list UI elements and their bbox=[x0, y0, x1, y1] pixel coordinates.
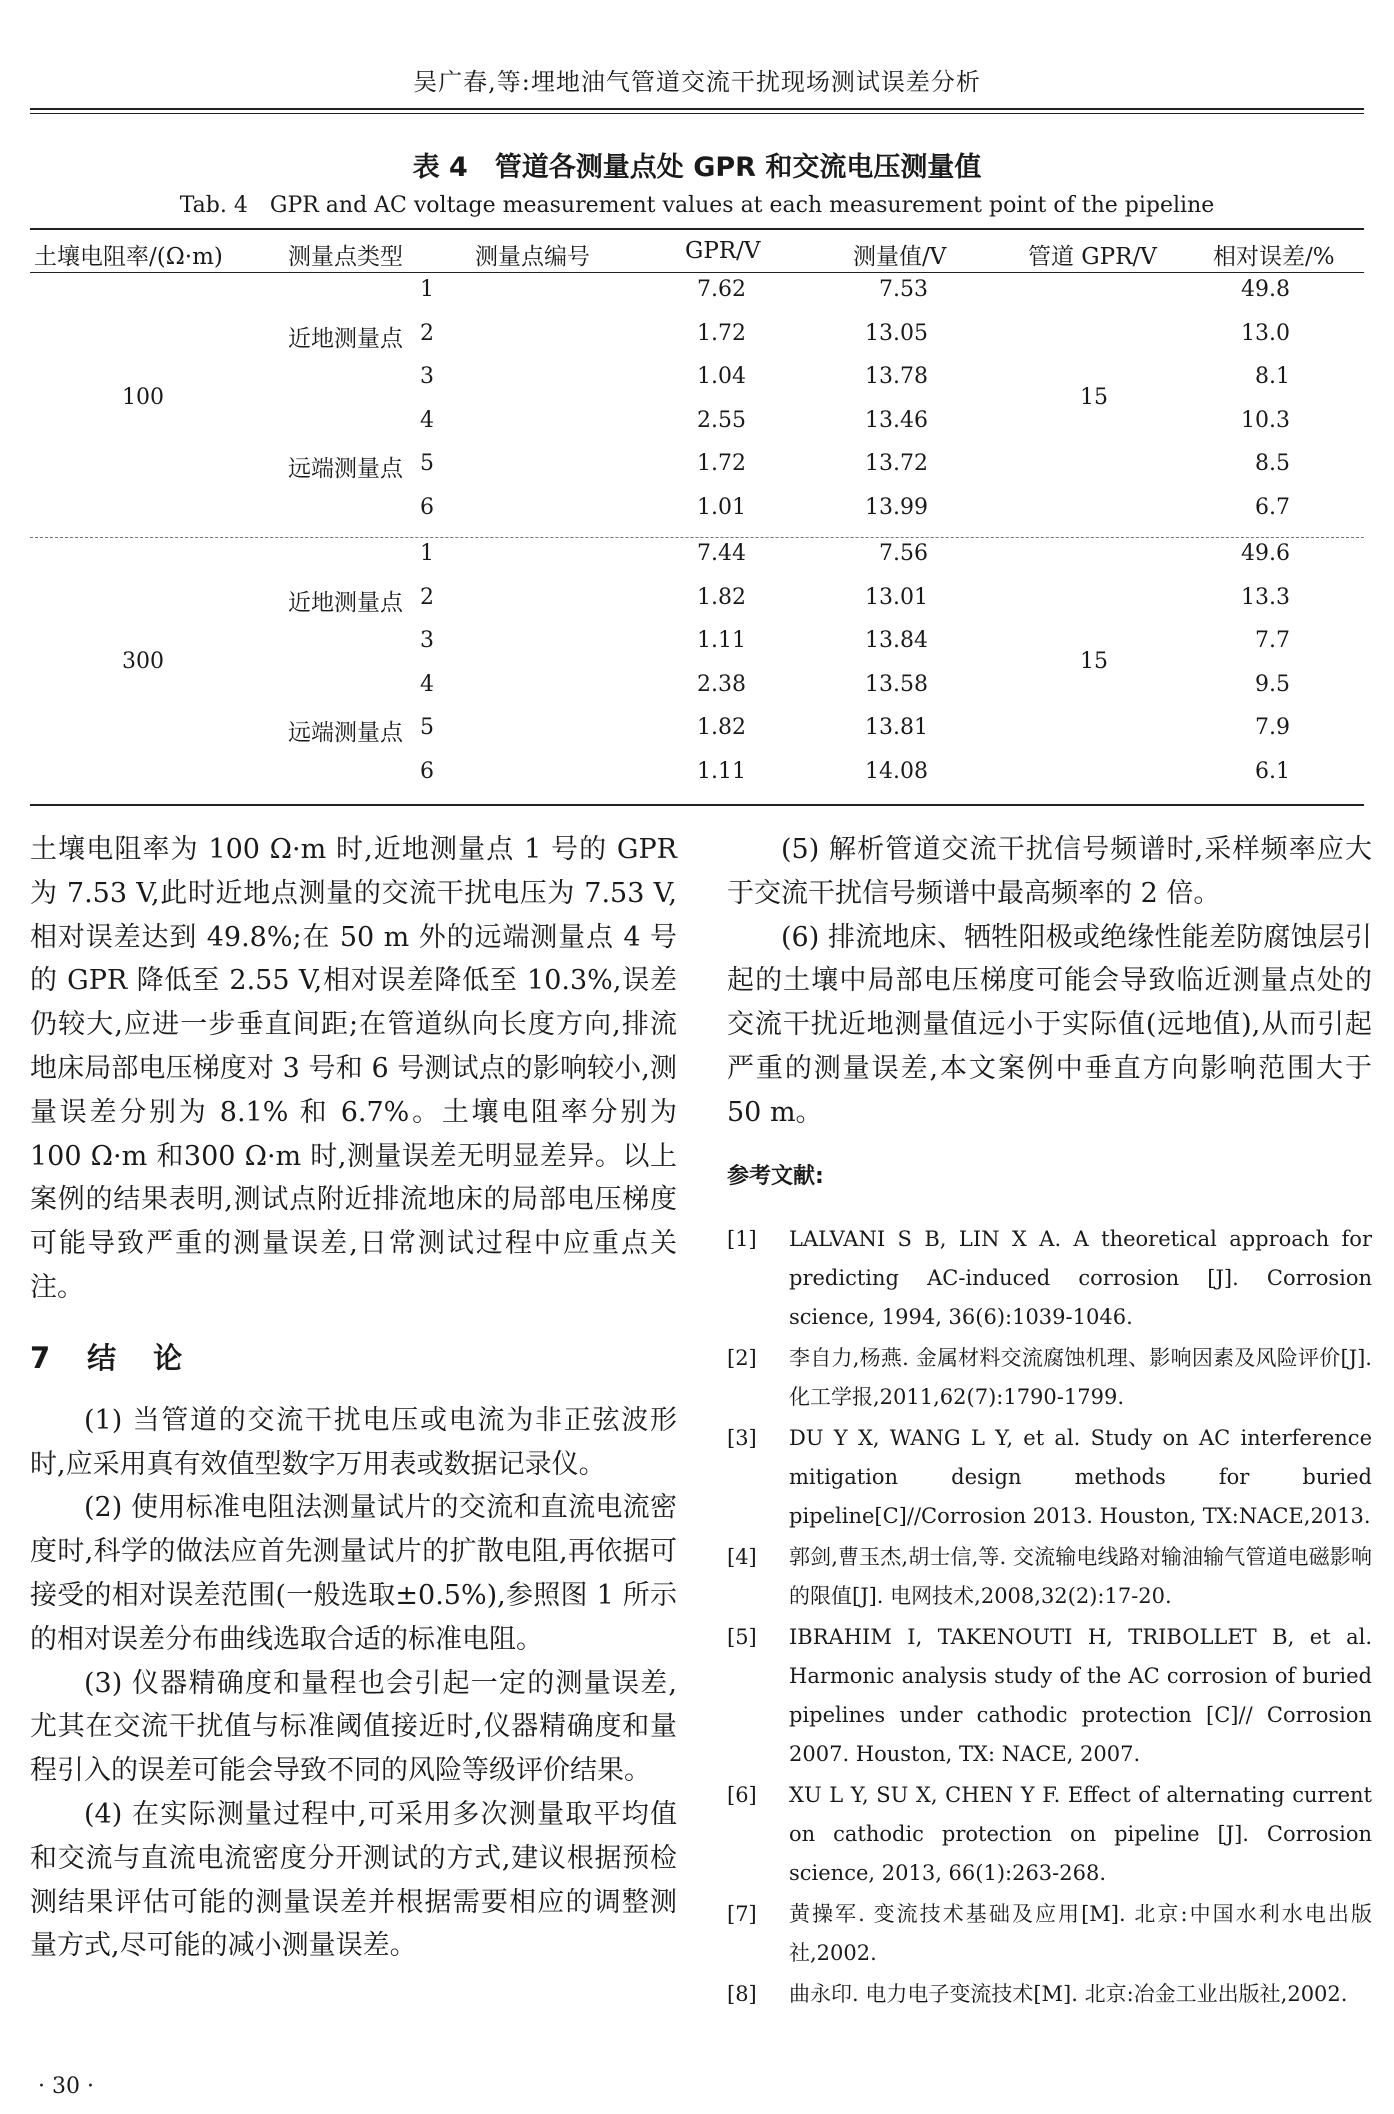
cell-gpr: 7.62 bbox=[697, 277, 746, 302]
reference-text: 郭剑,曹玉杰,胡士信,等. 交流输电线路对输油输气管道电磁影响的限值[J]. 电网技术,2008,32(2):17-20. bbox=[789, 1544, 1372, 1608]
conclusion-2: (2) 使用标准电阻法测量试片的交流和直流电流密度时,科学的做法应首先测量试片的扩散电阻,再依据可接受的相对误差范围(一般选取±0.5%),参照图 1 所示的相对误差分布曲线选取合适的标准电阻。 bbox=[30, 1492, 677, 1655]
cell-measured: 13.78 bbox=[865, 364, 928, 390]
cell-pipe-gpr: 15 bbox=[1080, 649, 1108, 674]
cell-gpr: 1.72 bbox=[697, 320, 746, 346]
reference-number: [5] bbox=[727, 1624, 757, 1649]
cell-measured: 13.46 bbox=[865, 407, 928, 433]
reference-text: 黄操军. 变流技术基础及应用[M]. 北京:中国水利水电出版社,2002. bbox=[789, 1901, 1372, 1965]
reference-item bbox=[727, 1419, 1372, 1536]
cell-relative-error: 49.8 bbox=[1241, 277, 1290, 302]
cell-measured: 13.72 bbox=[865, 451, 928, 477]
cell-gpr: 1.04 bbox=[697, 364, 746, 390]
cell-point-number: 3 bbox=[420, 628, 434, 654]
table-header-row bbox=[30, 234, 1364, 270]
cell-point-type-near: 近地测量点 bbox=[288, 325, 403, 352]
table-group-divider bbox=[30, 537, 1364, 538]
header-measured: 测量值/V bbox=[853, 244, 947, 270]
cell-relative-error: 13.3 bbox=[1241, 584, 1290, 610]
cell-point-number: 6 bbox=[420, 759, 434, 784]
cell-relative-error: 9.5 bbox=[1255, 671, 1290, 697]
cell-point-number: 6 bbox=[420, 495, 434, 520]
cell-resistivity: 100 bbox=[122, 385, 164, 410]
cell-relative-error: 6.1 bbox=[1255, 759, 1290, 784]
reference-item bbox=[727, 1776, 1372, 1893]
cell-measured: 13.99 bbox=[865, 495, 928, 520]
table-top-rule bbox=[30, 228, 1364, 230]
cell-gpr: 7.44 bbox=[697, 541, 746, 566]
reference-text: XU L Y, SU X, CHEN Y F. Effect of alternating current on cathodic protection on pipeline [J]. Corrosion science, 2013, 66(1):263-268. bbox=[789, 1782, 1372, 1885]
header-gpr: GPR/V bbox=[685, 238, 761, 264]
cell-measured: 13.01 bbox=[865, 584, 928, 610]
conclusion-3: (3) 仪器精确度和量程也会引起一定的测量误差,尤其在交流干扰值与标准阈值接近时,仪器精确度和量程引入的误差可能会导致不同的风险等级评价结果。 bbox=[30, 1667, 677, 1787]
header-rule-secondary bbox=[30, 113, 1364, 114]
header-point-number: 测量点编号 bbox=[475, 244, 590, 270]
cell-point-number: 1 bbox=[420, 541, 434, 566]
cell-gpr: 2.38 bbox=[697, 671, 746, 697]
references-title: 参考文献: bbox=[727, 1163, 824, 1189]
conclusion-6: (6) 排流地床、牺牲阳极或绝缘性能差防腐蚀层引起的土壤中局部电压梯度可能会导致临近测量点处的交流干扰近地测量值远小于实际值(远地值),从而引起严重的测量误差,本文案例中垂直方向影响范围大于 50 m。 bbox=[727, 921, 1372, 1128]
header-rule bbox=[30, 108, 1364, 110]
conclusion-4: (4) 在实际测量过程中,可采用多次测量取平均值和交流与直流电流密度分开测试的方式,建议根据预检测结果评估可能的测量误差并根据需要相应的调整测量方式,尽可能的减小测量误差。 bbox=[30, 1798, 677, 1962]
reference-item bbox=[727, 1975, 1372, 2014]
reference-number: [6] bbox=[727, 1782, 757, 1807]
reference-number: [7] bbox=[727, 1901, 757, 1926]
cell-point-type-near: 近地测量点 bbox=[288, 589, 403, 616]
cell-relative-error: 13.0 bbox=[1241, 320, 1290, 346]
cell-measured: 13.84 bbox=[865, 628, 928, 654]
header-resistivity: 土壤电阻率/(Ω·m) bbox=[34, 244, 223, 270]
reference-item bbox=[727, 1538, 1372, 1616]
header-point-type: 测量点类型 bbox=[288, 244, 403, 270]
cell-gpr: 1.11 bbox=[697, 759, 746, 784]
reference-number: [1] bbox=[727, 1226, 757, 1251]
cell-relative-error: 7.9 bbox=[1255, 715, 1290, 741]
cell-point-type-far: 远端测量点 bbox=[288, 720, 403, 747]
reference-text: 李自力,杨燕. 金属材料交流腐蚀机理、影响因素及风险评价[J]. 化工学报,2011,62(7):1790-1799. bbox=[789, 1345, 1372, 1409]
cell-relative-error: 8.1 bbox=[1255, 364, 1290, 390]
cell-measured: 14.08 bbox=[865, 759, 928, 784]
cell-relative-error: 7.7 bbox=[1255, 628, 1290, 654]
right-column bbox=[727, 828, 1372, 2016]
cell-relative-error: 10.3 bbox=[1241, 407, 1290, 433]
cell-resistivity: 300 bbox=[122, 649, 164, 674]
reference-item bbox=[727, 1895, 1372, 1973]
cell-pipe-gpr: 15 bbox=[1080, 385, 1108, 410]
references-list bbox=[727, 1220, 1372, 2014]
cell-point-number: 1 bbox=[420, 277, 434, 302]
reference-item bbox=[727, 1618, 1372, 1774]
left-column bbox=[30, 828, 677, 1968]
cell-measured: 13.81 bbox=[865, 715, 928, 741]
cell-relative-error: 49.6 bbox=[1241, 541, 1290, 566]
table-bottom-rule bbox=[30, 804, 1364, 806]
cell-point-number: 2 bbox=[420, 320, 434, 346]
reference-text: DU Y X, WANG L Y, et al. Study on AC interference mitigation design methods for buried pipeline[C]//Corrosion 2013. Houston, TX:NACE,2013. bbox=[789, 1425, 1372, 1528]
cell-measured: 13.58 bbox=[865, 671, 928, 697]
cell-gpr: 1.82 bbox=[697, 715, 746, 741]
header-pipe-gpr: 管道 GPR/V bbox=[1028, 244, 1157, 270]
cell-point-number: 3 bbox=[420, 364, 434, 390]
table-header-rule bbox=[30, 272, 1364, 273]
cell-point-number: 4 bbox=[420, 407, 434, 433]
conclusion-1: (1) 当管道的交流干扰电压或电流为非正弦波形时,应采用真有效值型数字万用表或数据记录仪。 bbox=[30, 1404, 677, 1480]
cell-gpr: 1.11 bbox=[697, 628, 746, 654]
reference-number: [8] bbox=[727, 1981, 757, 2006]
reference-text: 曲永印. 电力电子变流技术[M]. 北京:冶金工业出版社,2002. bbox=[789, 1981, 1348, 2006]
cell-relative-error: 8.5 bbox=[1255, 451, 1290, 477]
cell-point-number: 2 bbox=[420, 584, 434, 610]
reference-number: [4] bbox=[727, 1544, 757, 1569]
cell-measured: 13.05 bbox=[865, 320, 928, 346]
cell-gpr: 2.55 bbox=[697, 407, 746, 433]
table-title-en: Tab. 4 GPR and AC voltage measurement values at each measurement point of the pipeline bbox=[179, 193, 1215, 218]
cell-relative-error: 6.7 bbox=[1255, 495, 1290, 520]
reference-text: IBRAHIM I, TAKENOUTI H, TRIBOLLET B, et al. Harmonic analysis study of the AC corrosion of buried pipelines under cathodic protection [C]// Corrosion 2007. Houston, TX: NACE, 2007. bbox=[789, 1624, 1372, 1766]
cell-measured: 7.56 bbox=[879, 541, 928, 566]
table-title-cn: 表 4 管道各测量点处 GPR 和交流电压测量值 bbox=[412, 152, 982, 183]
reference-number: [2] bbox=[727, 1345, 757, 1370]
running-header: 吴广春,等:埋地油气管道交流干扰现场测试误差分析 bbox=[413, 68, 981, 96]
cell-point-type-far: 远端测量点 bbox=[288, 456, 403, 483]
cell-point-number: 4 bbox=[420, 671, 434, 697]
reference-item bbox=[727, 1220, 1372, 1337]
cell-measured: 7.53 bbox=[879, 277, 928, 302]
cell-point-number: 5 bbox=[420, 715, 434, 741]
section-heading-conclusions: 7 结 论 bbox=[30, 1340, 187, 1375]
cell-gpr: 1.72 bbox=[697, 451, 746, 477]
cell-gpr: 1.01 bbox=[697, 495, 746, 520]
analysis-paragraph: 土壤电阻率为 100 Ω·m 时,近地测量点 1 号的 GPR 为 7.53 V,此时近地点测量的交流干扰电压为 7.53 V,相对误差达到 49.8%;在 50 m 外的远端测量点 4 号的 GPR 降低至 2.55 V,相对误差降低至 10.3%,误差仍较大,应进一步垂直间距;在管道纵向长度方向,排流地床局部电压梯度对 3 号和 6 号测试点的影响较小,测量误差分别为 8.1% 和 6.7%。土壤电阻率分别为 100 Ω·m 和300 Ω·m 时,测量误差无明显差异。以上案例的结果表明,测试点附近排流地床的局部电压梯度可能导致严重的测量误差,日常测试过程中应重点关注。 bbox=[30, 834, 677, 1303]
cell-gpr: 1.82 bbox=[697, 584, 746, 610]
header-relative-error: 相对误差/% bbox=[1213, 244, 1335, 270]
conclusion-5: (5) 解析管道交流干扰信号频谱时,采样频率应大于交流干扰信号频谱中最高频率的 2 倍。 bbox=[727, 834, 1372, 909]
page-number: · 30 · bbox=[38, 2074, 94, 2099]
reference-number: [3] bbox=[727, 1425, 757, 1450]
reference-text: LALVANI S B, LIN X A. A theoretical approach for predicting AC-induced corrosion [J]. Corrosion science, 1994, 36(6):1039-1046. bbox=[789, 1226, 1372, 1329]
cell-point-number: 5 bbox=[420, 451, 434, 477]
reference-item bbox=[727, 1339, 1372, 1417]
